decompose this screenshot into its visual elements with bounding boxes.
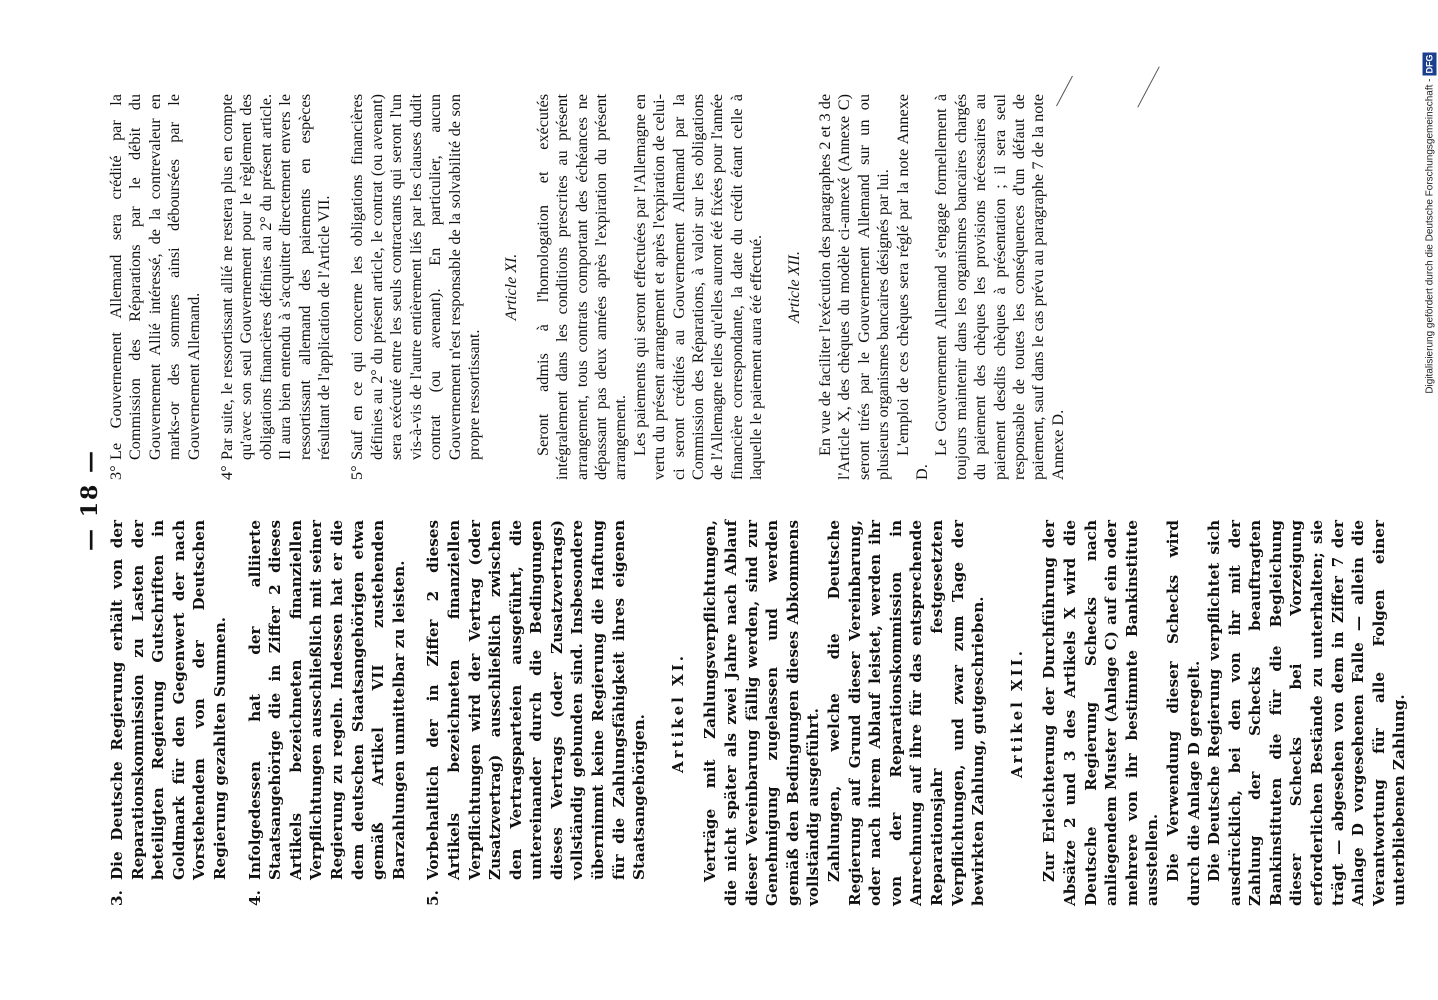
item-text: Vorbehaltlich der in Ziffer 2 dieses Artikels bezeichneten finanziellen Verpflichtungen wird der Vertrag (oder Zusatzvertrag) ausschließlich zwischen den Vertragsparteien ausgeführt, die untereinander durch die Bedingungen dieses Vertrags (oder Zusatzvertrags) vollständig gebunden sind. Insbesondere übernimmt keine Regierung die Haftung für die Zahlungsfähigkeit ihres eigenen Staatsangehörigen. (424, 520, 649, 880)
article-heading: Artikel XI. (668, 653, 687, 773)
item-number: 4° (218, 465, 237, 480)
dfg-logo-badge: DFG (1424, 54, 1435, 74)
item-text: Le Gouvernement Allemand sera crédité par la Commission des Réparations par le débit du Gouvernement Allié intéressé, de la contrevaleur en marks-or des sommes ainsi déboursées par le Gouvernement Allemand. (107, 94, 203, 460)
item-number: 4. (245, 890, 264, 906)
article-paragraph: Die Verwendung dieser Schecks wird durch die Anlage D geregelt. (1163, 520, 1203, 906)
page-number: — 18 — (77, 449, 103, 551)
french-item (218, 94, 334, 480)
article-paragraph: L'emploi de ces chèques sera réglé par la note Annexe D. (893, 94, 932, 480)
item-number: 5. (424, 890, 443, 906)
article-heading: Artikel XII. (1007, 648, 1026, 778)
article-heading: Article XII. (785, 251, 803, 323)
article-paragraph: Le Gouvernement Allemand s'engage formellement à toujours maintenir dans les organismes bancaires chargés du paiement des chèques les provisions nécessaires au paiement desdits chèques à présentation ; il sera seul responsable de toutes les conséquences d'un défaut de paiement, sauf dans le cas prévu au paragraphe 7 de la note Annexe D. (932, 94, 1067, 480)
article-paragraph: Les paiements qui seront effectuées par l'Allemagne en vertu du présent arrangement et après l'expiration de celui-ci seront crédités au Gouvernement Allemand par la Commission des Réparations, à valoir sur les obligations de l'Allemagne telles qu'elles auront été fixées pour l'année financière correspondante, la date du crédit étant celle à laquelle le paiement aura été effectué. (630, 94, 766, 480)
german-item (423, 520, 650, 906)
french-column (107, 94, 1410, 480)
german-column (107, 520, 1410, 906)
item-number: 3° (107, 465, 125, 480)
item-number: 5° (348, 465, 367, 480)
item-text: Par suite, le ressortissant allié ne restera plus en compte qu'avec son seul Gouvernement pour le règlement des obligations financières définies au 2° du présent article. Il aura bien entendu à s'acquitter directement envers le ressortissant allemand des paiements en espèces résultant de l'application de l'Article VII. (218, 94, 334, 460)
digitization-credit (1424, 2, 1436, 998)
german-item (245, 520, 410, 906)
german-item (107, 520, 231, 906)
rotated-document-page (67, 60, 1409, 940)
article-heading: Article XI. (503, 253, 521, 321)
french-item (348, 94, 484, 480)
french-item (107, 94, 204, 480)
article-paragraph: Die Deutsche Regierung verpflichtet sich ausdrücklich, bei den von ihr mit der Zahlung der Schecks beauftragten Bankinstituten die für die Begleichung dieser Schecks bei Vorzeigung erforderlichen Bestände zu unterhalten; sie trägt — abgesehen von dem in Ziffer 7 der Anlage D vorgesehenen Falle — allein die Verantwortung für alle Folgen einer unterbliebenen Zahlung. (1205, 520, 1409, 906)
bilingual-columns (107, 94, 1410, 906)
article-paragraph: Seront admis à l'homologation et exécutés intégralement dans les conditions prescrites au présent arrangement, tous contrats comportant des échéances ne dépassant pas deux années après l'expiration du présent arrangement. (533, 94, 630, 480)
digitization-credit-text (1423, 53, 1438, 953)
article-paragraph: Zahlungen, welche die Deutsche Regierung auf Grund dieser Vereinbarung, oder nach ihrem Ablauf leistet, werden ihr von der Reparationskommission in Anrechnung auf ihre für das entsprechende Reparationsjahr festgesetzten Verpflichtungen, und zwar zum Tage der bewirkten Zahlung, gutgeschrieben. (825, 520, 988, 906)
item-number: 3. (108, 890, 126, 906)
item-text: Die Deutsche Regierung erhält von der Reparationskommission zu Lasten der beteiligten Regierung Gutschriften in Goldmark für den Gegenwert der nach Vorstehendem von der Deutschen Regierung gezahlten Summen. (108, 520, 229, 880)
digitization-note: Digitalisierung gefördert durch die Deutsche Forschungsgemeinschaft - (1424, 78, 1436, 394)
article-paragraph: Verträge mit Zahlungsverpflichtungen, die nicht später als zwei Jahre nach Ablauf dieser Vereinbarung fällig werden, sind zur Genehmigung zugelassen und werden gemäß den Bedingungen dieses Abkommens vollständig ausgeführt. (701, 520, 823, 906)
item-text: Sauf en ce qui concerne les obligations financières définies au 2° du présent article, le contrat (ou avenant) sera exécuté entre les seuls contractants qui seront l'un vis-à-vis de l'autre entièrement liés par les clauses dudit contrat (ou avenant). En particulier, aucun Gouvernement n'est responsable de la solvabilité de son propre ressortissant. (348, 94, 483, 460)
item-text: Infolgedessen hat der alliierte Staatsangehörige die in Ziffer 2 dieses Artikels bezeichneten finanziellen Verpflichtungen ausschließlich mit seiner Regierung zu regeln. Indessen hat er die dem deutschen Staatsangehörigen etwa gemäß Artikel VII zustehenden Barzahlungen unmittelbar zu leisten. (245, 520, 408, 880)
article-paragraph: En vue de faciliter l'exécution des paragraphes 2 et 3 de l'Article X, des chèques du modèle ci-annexé (Annexe C) seront tirés par le Gouvernement Allemand sur un ou plusieurs organismes bancaires désignés par lui. (816, 94, 893, 480)
article-paragraph: Zur Erleichterung der Durchführung der Absätze 2 und 3 des Artikels X wird die Deutsche Regierung Schecks nach anliegendem Muster (Anlage C) auf ein oder mehrere von ihr bestimmte Bankinstitute ausstellen. (1040, 520, 1162, 906)
